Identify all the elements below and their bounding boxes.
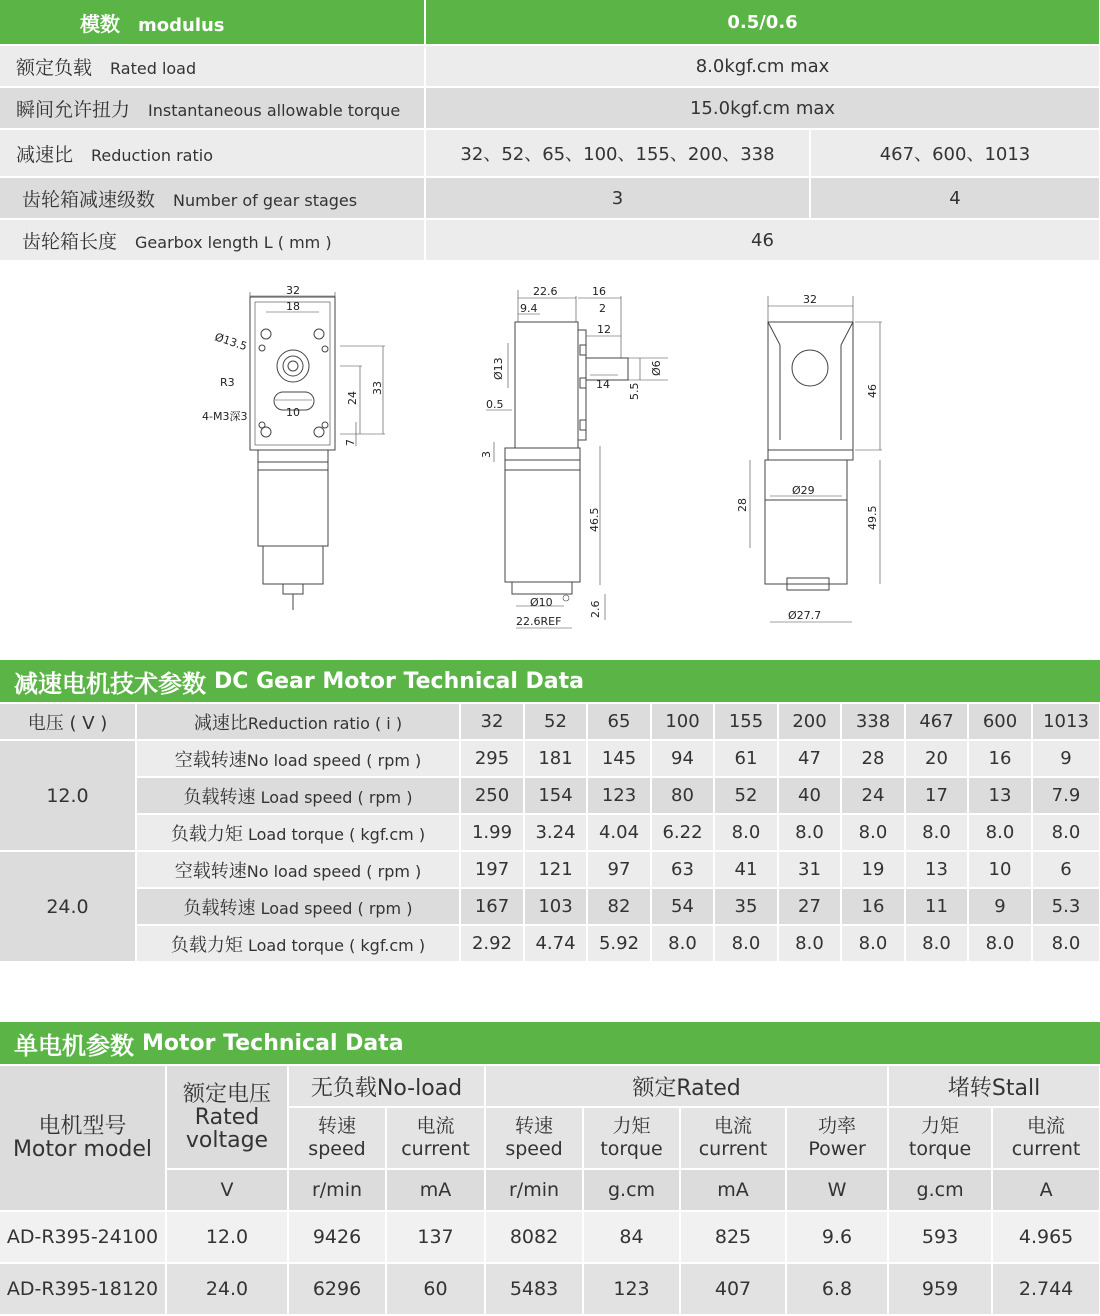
value-cell: 9426: [288, 1211, 386, 1263]
value-cell: 19: [841, 851, 905, 888]
motor-model-cell: AD-R395-24100: [0, 1211, 166, 1263]
motor-subheader: 转速 speed: [288, 1107, 386, 1169]
dim-label: 4-M3深3: [202, 410, 248, 423]
spec-value: 4: [810, 177, 1100, 219]
ratio-cell: 32: [460, 704, 524, 740]
motor-data-row: [0, 1211, 1100, 1263]
value-cell: 181: [524, 740, 587, 777]
value-cell: 16: [841, 888, 905, 925]
value-cell: 593: [888, 1211, 992, 1263]
value-cell: 4.965: [992, 1211, 1100, 1263]
value-cell: 8.0: [651, 925, 714, 962]
dim-label: 16: [592, 285, 606, 298]
dim-label: 32: [803, 293, 817, 306]
dim-label: 46.5: [588, 507, 601, 532]
value-cell: 27: [778, 888, 841, 925]
value-cell: 8.0: [778, 925, 841, 962]
value-cell: 94: [651, 740, 714, 777]
spec-header-label: 模数 modulus: [0, 0, 425, 45]
dim-label: 3: [480, 451, 493, 458]
spec-value: 32、52、65、100、155、200、338: [425, 129, 810, 177]
parameter-label: 负载转速 Load speed ( rpm ): [136, 777, 460, 814]
value-cell: 16: [968, 740, 1032, 777]
dim-label: Ø10: [530, 596, 553, 609]
gear-data-row: [0, 851, 1100, 888]
value-cell: 145: [587, 740, 651, 777]
dim-label: 7: [344, 439, 357, 446]
dim-label: 12: [597, 323, 611, 336]
value-cell: 4.74: [524, 925, 587, 962]
value-cell: 197: [460, 851, 524, 888]
value-cell: 9.6: [786, 1211, 888, 1263]
value-cell: 52: [714, 777, 778, 814]
value-cell: 12.0: [166, 1211, 288, 1263]
side-view-drawing: [486, 290, 668, 628]
value-cell: 84: [583, 1211, 680, 1263]
stall-group-header: 堵转Stall: [888, 1066, 1100, 1107]
ratio-cell: 100: [651, 704, 714, 740]
value-cell: 60: [386, 1263, 485, 1315]
ratio-cell: 1013: [1032, 704, 1100, 740]
value-cell: 8.0: [841, 814, 905, 851]
value-cell: 8.0: [905, 925, 968, 962]
value-cell: 9: [1032, 740, 1100, 777]
motor-subheader: 电流 current: [386, 1107, 485, 1169]
dim-label: Ø27.7: [788, 609, 822, 622]
value-cell: 5483: [485, 1263, 583, 1315]
technical-drawings: [0, 270, 1100, 650]
motor-subheader: 电流 current: [680, 1107, 786, 1169]
value-cell: 28: [841, 740, 905, 777]
value-cell: 8.0: [1032, 925, 1100, 962]
value-cell: 8.0: [1032, 814, 1100, 851]
spec-row: 额定负载 Rated load 8.0kgf.cm max: [0, 45, 1100, 87]
gear-data-row: [0, 814, 1100, 851]
motor-table: [0, 1066, 1100, 1316]
voltage-cell: 12.0: [0, 740, 136, 851]
value-cell: 6: [1032, 851, 1100, 888]
gear-header-row: [0, 704, 1100, 740]
value-cell: 959: [888, 1263, 992, 1315]
ratio-cell: 52: [524, 704, 587, 740]
motor-subheader: 功率 Power: [786, 1107, 888, 1169]
value-cell: 167: [460, 888, 524, 925]
dim-label: 10: [286, 406, 300, 419]
ratio-header: 减速比Reduction ratio ( i ): [136, 704, 460, 740]
dim-label: Ø13.5: [213, 330, 249, 354]
dim-label: 5.5: [628, 382, 641, 400]
motor-subheader: 力矩 torque: [888, 1107, 992, 1169]
unit-cell: mA: [386, 1169, 485, 1211]
parameter-label: 负载力矩 Load torque ( kgf.cm ): [136, 925, 460, 962]
value-cell: 17: [905, 777, 968, 814]
parameter-label: 负载力矩 Load torque ( kgf.cm ): [136, 814, 460, 851]
value-cell: 8.0: [905, 814, 968, 851]
spec-row: 齿轮箱减速级数 Number of gear stages 3 4: [0, 177, 1100, 219]
value-cell: 41: [714, 851, 778, 888]
back-view-drawing: [750, 296, 882, 622]
unit-cell: W: [786, 1169, 888, 1211]
value-cell: 123: [587, 777, 651, 814]
dim-label: 0.5: [486, 398, 504, 411]
rated-group-header: 额定Rated: [485, 1066, 888, 1107]
value-cell: 97: [587, 851, 651, 888]
motor-subheader: 转速 speed: [485, 1107, 583, 1169]
motor-section-title: 单电机参数 Motor Technical Data: [0, 1022, 1100, 1064]
dim-label: 2.6: [589, 600, 602, 618]
parameter-label: 空载转速No load speed ( rpm ): [136, 851, 460, 888]
gear-motor-table: [0, 704, 1100, 963]
value-cell: 61: [714, 740, 778, 777]
value-cell: 40: [778, 777, 841, 814]
spec-row: 减速比 Reduction ratio 32、52、65、100、155、200、338 467、600、1013: [0, 129, 1100, 177]
motor-group-row: [0, 1066, 1100, 1107]
value-cell: 10: [968, 851, 1032, 888]
value-cell: 82: [587, 888, 651, 925]
ratio-cell: 338: [841, 704, 905, 740]
dim-label: Ø29: [792, 484, 815, 497]
spec-header-row: [0, 0, 1100, 45]
dim-label: 9.4: [520, 302, 538, 315]
value-cell: 8.0: [714, 814, 778, 851]
dim-label: Ø13: [492, 357, 505, 380]
motor-model-cell: AD-R395-18120: [0, 1263, 166, 1315]
value-cell: 47: [778, 740, 841, 777]
value-cell: 13: [905, 851, 968, 888]
spec-row: 瞬间允许扭力 Instantaneous allowable torque 15.0kgf.cm max: [0, 87, 1100, 129]
value-cell: 24: [841, 777, 905, 814]
value-cell: 2.92: [460, 925, 524, 962]
dim-label: 49.5: [866, 505, 879, 530]
dim-label: 33: [371, 381, 384, 395]
value-cell: 5.3: [1032, 888, 1100, 925]
dim-label: Ø6: [650, 360, 663, 376]
unit-cell: mA: [680, 1169, 786, 1211]
dim-label: 46: [866, 384, 879, 398]
spec-value: 3: [425, 177, 810, 219]
motor-subheader: 电流 current: [992, 1107, 1100, 1169]
unit-cell: r/min: [288, 1169, 386, 1211]
ratio-cell: 600: [968, 704, 1032, 740]
voltage-header: 电压 ( V ): [0, 704, 136, 740]
value-cell: 123: [583, 1263, 680, 1315]
noload-group-header: 无负载No-load: [288, 1066, 485, 1107]
motor-subheader: 力矩 torque: [583, 1107, 680, 1169]
ratio-cell: 65: [587, 704, 651, 740]
value-cell: 4.04: [587, 814, 651, 851]
voltage-cell: 24.0: [0, 851, 136, 962]
value-cell: 8.0: [778, 814, 841, 851]
value-cell: 8082: [485, 1211, 583, 1263]
value-cell: 8.0: [841, 925, 905, 962]
dim-label: 22.6: [533, 285, 558, 298]
ratio-cell: 467: [905, 704, 968, 740]
value-cell: 54: [651, 888, 714, 925]
dim-label: 32: [286, 284, 300, 297]
gear-data-row: [0, 740, 1100, 777]
gear-data-row: [0, 888, 1100, 925]
dim-label: 22.6REF: [516, 615, 562, 628]
value-cell: 825: [680, 1211, 786, 1263]
unit-cell: r/min: [485, 1169, 583, 1211]
value-cell: 13: [968, 777, 1032, 814]
value-cell: 31: [778, 851, 841, 888]
rated-voltage-header: 额定电压 Rated voltage: [166, 1066, 288, 1169]
value-cell: 6296: [288, 1263, 386, 1315]
value-cell: 2.744: [992, 1263, 1100, 1315]
value-cell: 8.0: [714, 925, 778, 962]
value-cell: 20: [905, 740, 968, 777]
unit-cell: A: [992, 1169, 1100, 1211]
value-cell: 11: [905, 888, 968, 925]
dim-label: 14: [596, 378, 610, 391]
parameter-label: 空载转速No load speed ( rpm ): [136, 740, 460, 777]
parameter-label: 负载转速 Load speed ( rpm ): [136, 888, 460, 925]
spec-value: 467、600、1013: [810, 129, 1100, 177]
value-cell: 295: [460, 740, 524, 777]
ratio-cell: 200: [778, 704, 841, 740]
gear-section-title: 减速电机技术参数 DC Gear Motor Technical Data: [0, 660, 1100, 702]
value-cell: 63: [651, 851, 714, 888]
unit-cell: g.cm: [583, 1169, 680, 1211]
gear-data-row: [0, 925, 1100, 962]
value-cell: 9: [968, 888, 1032, 925]
ratio-cell: 155: [714, 704, 778, 740]
value-cell: 5.92: [587, 925, 651, 962]
value-cell: 6.22: [651, 814, 714, 851]
unit-cell: V: [166, 1169, 288, 1211]
spec-row: 齿轮箱长度 Gearbox length L ( mm ) 46: [0, 219, 1100, 261]
front-view-drawing: [250, 292, 385, 610]
gear-data-row: [0, 777, 1100, 814]
value-cell: 3.24: [524, 814, 587, 851]
value-cell: 8.0: [968, 925, 1032, 962]
value-cell: 24.0: [166, 1263, 288, 1315]
value-cell: 35: [714, 888, 778, 925]
value-cell: 6.8: [786, 1263, 888, 1315]
dim-label: R3: [220, 376, 235, 389]
spec-table: [0, 0, 1100, 262]
spec-header-value: 0.5/0.6: [425, 0, 1100, 45]
motor-data-row: [0, 1263, 1100, 1315]
value-cell: 80: [651, 777, 714, 814]
dim-label: 2: [599, 302, 606, 315]
value-cell: 103: [524, 888, 587, 925]
value-cell: 250: [460, 777, 524, 814]
dim-label: 24: [346, 391, 359, 405]
value-cell: 121: [524, 851, 587, 888]
value-cell: 1.99: [460, 814, 524, 851]
spec-value: 15.0kgf.cm max: [425, 87, 1100, 129]
model-header: 电机型号 Motor model: [0, 1066, 166, 1211]
value-cell: 407: [680, 1263, 786, 1315]
dim-label: 28: [736, 498, 749, 512]
spec-value: 46: [425, 219, 1100, 261]
value-cell: 7.9: [1032, 777, 1100, 814]
unit-cell: g.cm: [888, 1169, 992, 1211]
value-cell: 154: [524, 777, 587, 814]
value-cell: 137: [386, 1211, 485, 1263]
value-cell: 8.0: [968, 814, 1032, 851]
dim-label: 18: [286, 300, 300, 313]
spec-value: 8.0kgf.cm max: [425, 45, 1100, 87]
